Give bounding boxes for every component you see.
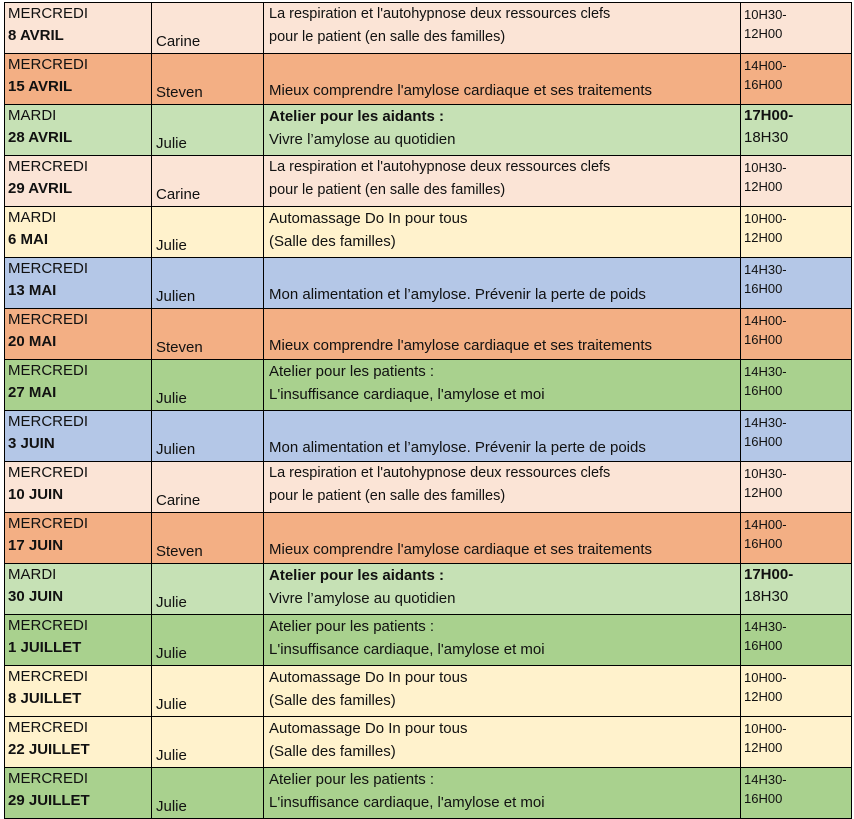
weekday: MERCREDI: [8, 413, 89, 430]
topic-line1: Atelier pour les aidants :: [269, 108, 445, 125]
time-start: 14H00-: [744, 517, 787, 532]
weekday: MERCREDI: [8, 56, 89, 73]
date: 6 MAI: [8, 231, 49, 248]
time-end: 12H00: [744, 485, 783, 500]
time-start: 10H00-: [744, 670, 787, 685]
weekday: MERCREDI: [8, 464, 89, 481]
time-cell: [741, 3, 852, 54]
speaker: Steven: [152, 513, 264, 564]
date: 27 MAI: [8, 384, 57, 401]
date: 29 AVRIL: [8, 180, 73, 197]
date-cell: [5, 156, 152, 207]
topic-line1: Automassage Do In pour tous: [269, 210, 468, 227]
topic-cell: [264, 360, 741, 411]
weekday: MERCREDI: [8, 5, 89, 22]
time-cell: [741, 105, 852, 156]
time-cell: [741, 513, 852, 564]
time-cell: [741, 207, 852, 258]
time-start: 10H00-: [744, 721, 787, 736]
time-end: 18H30: [744, 129, 789, 146]
topic-cell: [264, 207, 741, 258]
topic-cell: [264, 54, 741, 105]
table-row: [5, 105, 852, 156]
topic-cell: [264, 768, 741, 819]
topic-cell: [264, 564, 741, 615]
time-cell: [741, 717, 852, 768]
speaker: Steven: [152, 309, 264, 360]
time-cell: [741, 411, 852, 462]
date: 22 JUILLET: [8, 741, 90, 758]
time-cell: [741, 258, 852, 309]
speaker: Julie: [152, 717, 264, 768]
time-start: 17H00-: [744, 107, 794, 124]
weekday: MERCREDI: [8, 668, 89, 685]
topic-line1: Atelier pour les aidants :: [269, 567, 445, 584]
date-cell: [5, 717, 152, 768]
time-end: 12H00: [744, 179, 783, 194]
speaker: Julie: [152, 564, 264, 615]
topic-line2: pour le patient (en salle des familles): [269, 182, 506, 198]
date-cell: [5, 768, 152, 819]
speaker: Carine: [152, 3, 264, 54]
topic-cell: [264, 666, 741, 717]
date: 17 JUIN: [8, 537, 64, 554]
topic-line2: pour le patient (en salle des familles): [269, 488, 506, 504]
table-row: [5, 258, 852, 309]
time-cell: [741, 768, 852, 819]
date-cell: [5, 105, 152, 156]
table-row: [5, 666, 852, 717]
weekday: MARDI: [8, 107, 57, 124]
time-end: 12H00: [744, 26, 783, 41]
schedule-table: [4, 2, 852, 819]
topic-line1: La respiration et l'autohypnose deux ressources clefs: [269, 465, 611, 481]
table-row: [5, 54, 852, 105]
time-start: 14H00-: [744, 313, 787, 328]
date-cell: [5, 666, 152, 717]
date: 13 MAI: [8, 282, 57, 299]
topic-line2: L'insuffisance cardiaque, l'amylose et moi: [269, 386, 545, 403]
time-start: 10H00-: [744, 211, 787, 226]
speaker: Carine: [152, 156, 264, 207]
speaker: Julie: [152, 615, 264, 666]
topic-line2: L'insuffisance cardiaque, l'amylose et moi: [269, 794, 545, 811]
topic-line1: Atelier pour les patients :: [269, 771, 435, 788]
speaker: Steven: [152, 54, 264, 105]
time-start: 14H00-: [744, 58, 787, 73]
topic-line2: (Salle des familles): [269, 233, 396, 250]
speaker: Julie: [152, 768, 264, 819]
date-cell: [5, 54, 152, 105]
time-start: 10H30-: [744, 7, 787, 22]
date-cell: [5, 3, 152, 54]
time-end: 12H00: [744, 740, 783, 755]
topic-cell: [264, 156, 741, 207]
weekday: MERCREDI: [8, 311, 89, 328]
table-row: [5, 717, 852, 768]
speaker: Julie: [152, 207, 264, 258]
time-cell: [741, 360, 852, 411]
time-end: 16H00: [744, 638, 783, 653]
date-cell: [5, 258, 152, 309]
weekday: MERCREDI: [8, 719, 89, 736]
weekday: MARDI: [8, 209, 57, 226]
topic-cell: [264, 411, 741, 462]
date: 28 AVRIL: [8, 129, 73, 146]
time-end: 16H00: [744, 332, 783, 347]
topic-line2: Mieux comprendre l'amylose cardiaque et ses traitements: [269, 82, 653, 99]
weekday: MERCREDI: [8, 362, 89, 379]
table-row: [5, 411, 852, 462]
table-row: [5, 513, 852, 564]
date: 15 AVRIL: [8, 78, 73, 95]
time-end: 18H30: [744, 588, 789, 605]
date: 30 JUIN: [8, 588, 64, 605]
weekday: MARDI: [8, 566, 57, 583]
topic-line1: Automassage Do In pour tous: [269, 720, 468, 737]
date-cell: [5, 564, 152, 615]
speaker: Julien: [152, 411, 264, 462]
table-row: [5, 3, 852, 54]
time-cell: [741, 666, 852, 717]
table-row: [5, 309, 852, 360]
topic-cell: [264, 258, 741, 309]
time-cell: [741, 54, 852, 105]
date-cell: [5, 411, 152, 462]
weekday: MERCREDI: [8, 617, 89, 634]
topic-line1: La respiration et l'autohypnose deux ressources clefs: [269, 6, 611, 22]
date-cell: [5, 207, 152, 258]
speaker: Julie: [152, 360, 264, 411]
table-row: [5, 564, 852, 615]
weekday: MERCREDI: [8, 158, 89, 175]
topic-line2: pour le patient (en salle des familles): [269, 29, 506, 45]
time-end: 16H00: [744, 791, 783, 806]
weekday: MERCREDI: [8, 515, 89, 532]
time-cell: [741, 156, 852, 207]
date: 1 JUILLET: [8, 639, 82, 656]
table-row: [5, 462, 852, 513]
topic-line2: Mon alimentation et l’amylose. Prévenir la perte de poids: [269, 286, 646, 303]
time-end: 12H00: [744, 689, 783, 704]
time-start: 10H30-: [744, 160, 787, 175]
time-start: 17H00-: [744, 566, 794, 583]
time-end: 12H00: [744, 230, 783, 245]
topic-line1: La respiration et l'autohypnose deux ressources clefs: [269, 159, 611, 175]
time-start: 14H30-: [744, 772, 787, 787]
topic-cell: [264, 513, 741, 564]
date: 29 JUILLET: [8, 792, 90, 809]
date: 8 JUILLET: [8, 690, 82, 707]
date: 3 JUIN: [8, 435, 55, 452]
time-cell: [741, 564, 852, 615]
topic-line1: Atelier pour les patients :: [269, 363, 435, 380]
time-end: 16H00: [744, 77, 783, 92]
topic-line2: Mieux comprendre l'amylose cardiaque et ses traitements: [269, 337, 653, 354]
date-cell: [5, 462, 152, 513]
date: 10 JUIN: [8, 486, 64, 503]
topic-cell: [264, 105, 741, 156]
time-end: 16H00: [744, 281, 783, 296]
time-cell: [741, 615, 852, 666]
table-row: [5, 360, 852, 411]
time-end: 16H00: [744, 383, 783, 398]
topic-cell: [264, 615, 741, 666]
time-start: 14H30-: [744, 364, 787, 379]
weekday: MERCREDI: [8, 770, 89, 787]
time-start: 14H30-: [744, 619, 787, 634]
topic-cell: [264, 717, 741, 768]
speaker: Carine: [152, 462, 264, 513]
speaker: Julie: [152, 105, 264, 156]
time-cell: [741, 462, 852, 513]
topic-line2: (Salle des familles): [269, 743, 396, 760]
topic-line2: Vivre l’amylose au quotidien: [269, 131, 456, 148]
speaker: Julien: [152, 258, 264, 309]
table-row: [5, 207, 852, 258]
topic-line2: L'insuffisance cardiaque, l'amylose et moi: [269, 641, 545, 658]
topic-line2: Mieux comprendre l'amylose cardiaque et ses traitements: [269, 541, 653, 558]
topic-line2: (Salle des familles): [269, 692, 396, 709]
topic-cell: [264, 3, 741, 54]
weekday: MERCREDI: [8, 260, 89, 277]
date-cell: [5, 309, 152, 360]
time-start: 14H30-: [744, 262, 787, 277]
topic-line1: Automassage Do In pour tous: [269, 669, 468, 686]
speaker: Julie: [152, 666, 264, 717]
time-cell: [741, 309, 852, 360]
date-cell: [5, 513, 152, 564]
time-start: 10H30-: [744, 466, 787, 481]
table-row: [5, 615, 852, 666]
date-cell: [5, 615, 152, 666]
date: 20 MAI: [8, 333, 57, 350]
topic-line1: Atelier pour les patients :: [269, 618, 435, 635]
time-start: 14H30-: [744, 415, 787, 430]
topic-cell: [264, 309, 741, 360]
table-row: [5, 768, 852, 819]
table-row: [5, 156, 852, 207]
date-cell: [5, 360, 152, 411]
time-end: 16H00: [744, 536, 783, 551]
date: 8 AVRIL: [8, 27, 64, 44]
time-end: 16H00: [744, 434, 783, 449]
topic-cell: [264, 462, 741, 513]
topic-line2: Vivre l’amylose au quotidien: [269, 590, 456, 607]
topic-line2: Mon alimentation et l’amylose. Prévenir la perte de poids: [269, 439, 646, 456]
